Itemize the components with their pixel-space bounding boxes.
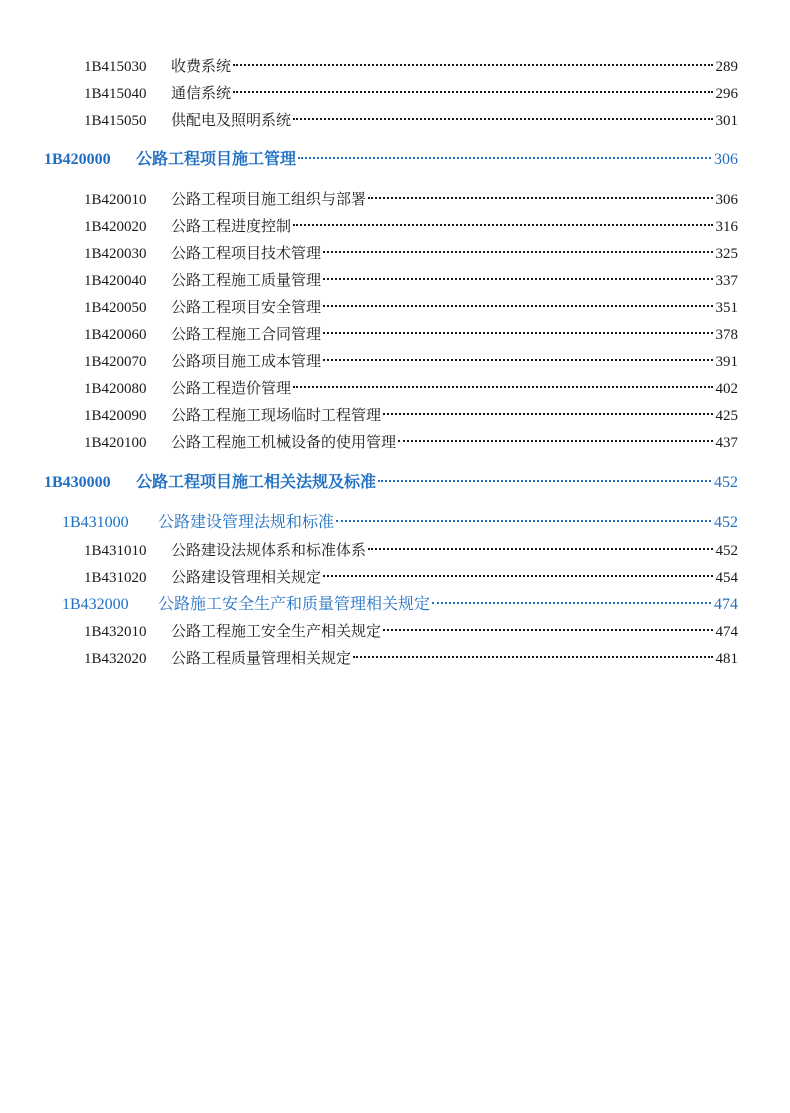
toc-entry-page: 337 [715, 273, 738, 289]
toc-entry-title: 公路工程项目技术管理 [171, 244, 322, 262]
toc-entry-code: 1B420000 [44, 151, 111, 168]
toc-entry-code: 1B420030 [84, 246, 147, 262]
toc-entry[interactable] [84, 646, 738, 670]
toc-entry-code: 1B432000 [62, 596, 129, 613]
toc-entry-code: 1B420060 [84, 327, 147, 343]
toc-entry-title: 公路工程施工质量管理 [171, 271, 322, 289]
dot-leader [353, 656, 712, 658]
toc-entry-title: 公路建设法规体系和标准体系 [171, 541, 367, 559]
dot-leader [298, 157, 711, 159]
toc-entry-code: 1B431020 [84, 570, 147, 586]
toc-entry-page: 296 [715, 86, 738, 102]
toc-entry-code: 1B430000 [44, 474, 111, 491]
toc-section-entry[interactable] [62, 592, 738, 616]
toc-entry[interactable] [84, 403, 738, 427]
toc-entry-page: 454 [715, 570, 738, 586]
dot-leader [293, 118, 712, 120]
dot-leader [323, 359, 712, 361]
toc-entry-page: 437 [715, 435, 738, 451]
toc-entry-page: 402 [715, 381, 738, 397]
dot-leader [368, 548, 712, 550]
toc-entry-title: 公路建设管理法规和标准 [158, 512, 335, 531]
dot-leader [233, 64, 712, 66]
toc-entry-title: 公路工程施工机械设备的使用管理 [171, 433, 397, 451]
dot-leader [233, 91, 712, 93]
dot-leader [323, 251, 712, 253]
toc-entry-page: 301 [715, 113, 738, 129]
toc-entry-code: 1B420070 [84, 354, 147, 370]
toc-entry-title: 公路工程项目安全管理 [171, 298, 322, 316]
toc-entry-code: 1B420080 [84, 381, 147, 397]
toc-entry-title: 公路工程施工现场临时工程管理 [171, 406, 382, 424]
toc-entry[interactable] [84, 81, 738, 105]
toc-entry-page: 391 [715, 354, 738, 370]
toc-entry-title: 公路工程质量管理相关规定 [171, 649, 352, 667]
toc-entry-code: 1B432020 [84, 651, 147, 667]
toc-entry-title: 收费系统 [171, 57, 232, 75]
toc-entry[interactable] [84, 619, 738, 643]
toc-entry[interactable] [84, 376, 738, 400]
toc-entry-code: 1B431000 [62, 514, 129, 531]
toc-entry-page: 452 [714, 474, 738, 491]
toc-entry[interactable] [84, 322, 738, 346]
toc-entry-title: 公路工程项目施工管理 [136, 149, 297, 168]
toc-entry-page: 289 [715, 59, 738, 75]
toc-entry-page: 452 [714, 514, 738, 531]
toc-entry[interactable] [84, 268, 738, 292]
toc-section-entry[interactable] [62, 510, 738, 534]
toc-entry-code: 1B420050 [84, 300, 147, 316]
toc-entry-code: 1B420100 [84, 435, 147, 451]
toc-entry-page: 425 [715, 408, 738, 424]
toc-entry-page: 325 [715, 246, 738, 262]
toc-entry[interactable] [84, 430, 738, 454]
toc-entry-page: 474 [714, 596, 738, 613]
toc-entry-title: 公路项目施工成本管理 [171, 352, 322, 370]
toc-entry-title: 公路施工安全生产和质量管理相关规定 [158, 594, 431, 613]
toc-entry[interactable] [84, 54, 738, 78]
toc-entry-page: 351 [715, 300, 738, 316]
toc-entry-title: 公路建设管理相关规定 [171, 568, 322, 586]
dot-leader [383, 413, 712, 415]
dot-leader [432, 602, 711, 604]
toc-entry-title: 通信系统 [171, 84, 232, 102]
dot-leader [293, 386, 712, 388]
dot-leader [293, 224, 712, 226]
toc-entry[interactable] [84, 187, 738, 211]
toc-entry[interactable] [84, 565, 738, 589]
toc-entry[interactable] [84, 295, 738, 319]
toc-entry-page: 316 [715, 219, 738, 235]
toc-entry-title: 公路工程施工安全生产相关规定 [171, 622, 382, 640]
dot-leader [323, 305, 712, 307]
dot-leader [323, 332, 712, 334]
toc-entry-code: 1B432010 [84, 624, 147, 640]
dot-leader [383, 629, 712, 631]
toc-entry-page: 306 [715, 192, 738, 208]
toc-entry-code: 1B420090 [84, 408, 147, 424]
toc-entry-page: 306 [714, 151, 738, 168]
toc-entry[interactable] [84, 214, 738, 238]
toc-entry-title: 公路工程造价管理 [171, 379, 292, 397]
toc-chapter-entry[interactable] [44, 470, 738, 494]
toc-entry-title: 公路工程进度控制 [171, 217, 292, 235]
toc-entry-code: 1B420010 [84, 192, 147, 208]
toc-entry-code: 1B415030 [84, 59, 147, 75]
toc-entry[interactable] [84, 108, 738, 132]
toc-entry-title: 公路工程施工合同管理 [171, 325, 322, 343]
toc-entry-code: 1B431010 [84, 543, 147, 559]
dot-leader [323, 575, 712, 577]
dot-leader [336, 520, 711, 522]
toc-entry-code: 1B420040 [84, 273, 147, 289]
dot-leader [323, 278, 712, 280]
toc-entry-code: 1B415040 [84, 86, 147, 102]
dot-leader [398, 440, 712, 442]
toc-entry-title: 公路工程项目施工相关法规及标准 [136, 472, 377, 491]
toc-chapter-entry[interactable] [44, 147, 738, 171]
toc-entry[interactable] [84, 241, 738, 265]
toc-entry-page: 481 [715, 651, 738, 667]
toc-entry-page: 474 [715, 624, 738, 640]
toc-entry-page: 452 [715, 543, 738, 559]
toc-entry-code: 1B415050 [84, 113, 147, 129]
toc-entry-title: 供配电及照明系统 [171, 111, 292, 129]
dot-leader [368, 197, 712, 199]
toc-entry[interactable] [84, 538, 738, 562]
toc-entry-title: 公路工程项目施工组织与部署 [171, 190, 367, 208]
toc-entry-page: 378 [715, 327, 738, 343]
toc-entry-code: 1B420020 [84, 219, 147, 235]
toc-entry[interactable] [84, 349, 738, 373]
dot-leader [378, 480, 711, 482]
